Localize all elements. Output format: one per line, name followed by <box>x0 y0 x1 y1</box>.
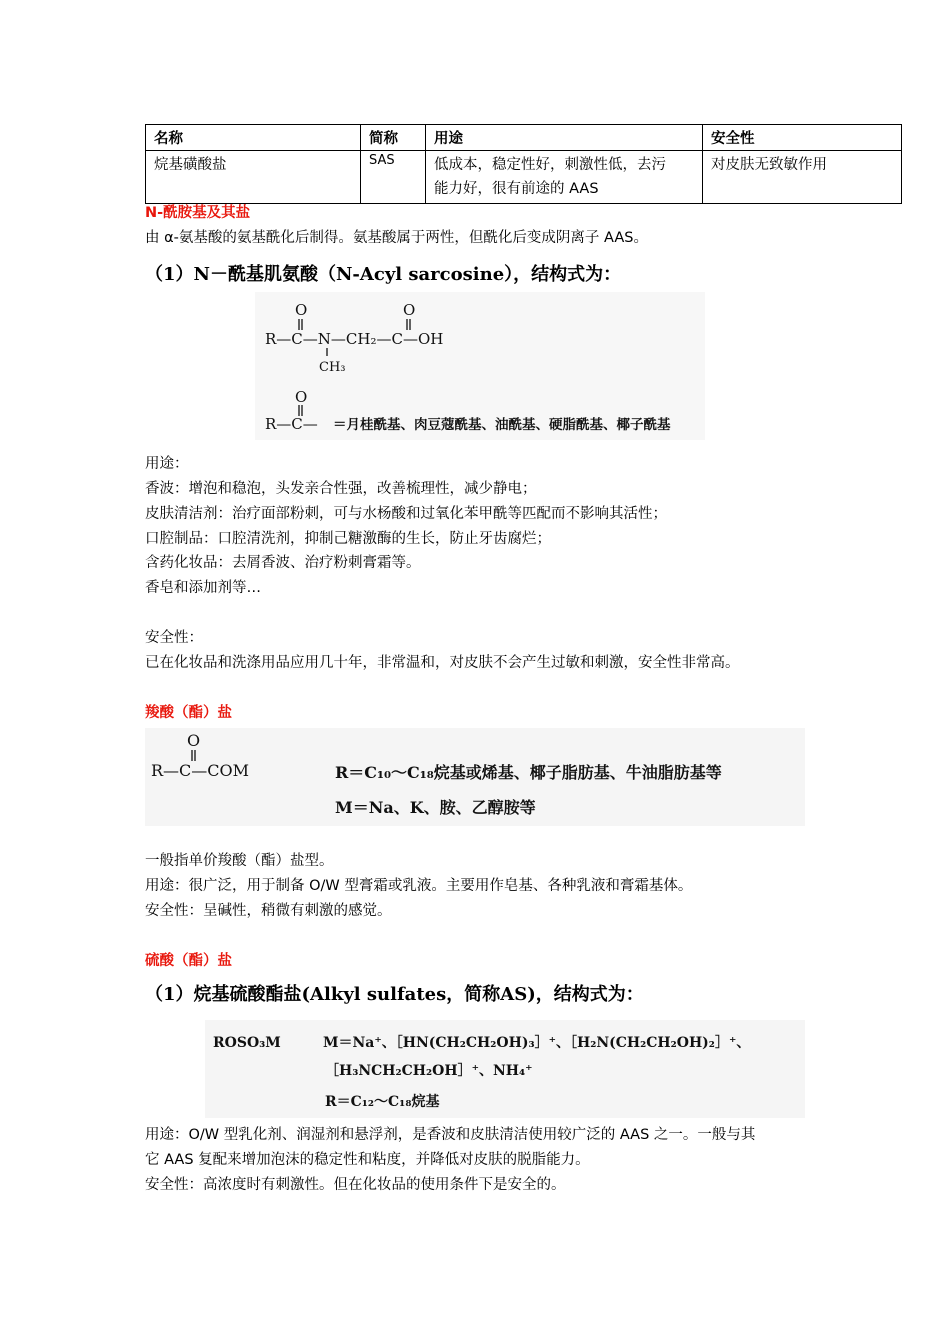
cell-abbr: SAS <box>361 151 426 204</box>
cell-safety: 对皮肤无致敏作用 <box>703 151 902 204</box>
use-item: 含药化妆品：去屑香波、治疗粉刺膏霜等。 <box>145 555 421 571</box>
carboxylate-line: 一般指单价羧酸（酯）盐型。 <box>145 853 334 869</box>
section3-title: 硫酸（酯）盐 <box>145 953 232 969</box>
sulfate-line: 安全性：高浓度时有刺激性。但在化妆品的使用条件下是安全的。 <box>145 1177 566 1193</box>
methyl-group: CH₃ <box>319 360 346 375</box>
use-item: 香波：增泡和稳泡，头发亲合性强，改善梳理性，减少静电； <box>145 481 537 497</box>
use-item: 皮肤清洁剂：治疗面部粉刺，可与水杨酸和过氧化苯甲酰等匹配而不影响其活性； <box>145 506 667 522</box>
acyl-o: O <box>295 388 308 406</box>
header-name: 名称 <box>146 125 361 151</box>
header-safety: 安全性 <box>703 125 902 151</box>
table-row <box>146 151 902 204</box>
section1-heading: （1）N－酰基肌氨酸（N-Acyl sarcosine），结构式为： <box>145 264 622 285</box>
section3-heading: （1）烷基硫酸酯盐(Alkyl sulfates，简称AS)，结构式为： <box>145 984 644 1005</box>
acyl-group-formula: R—C— <box>265 415 318 433</box>
surfactant-table <box>145 124 902 204</box>
carboxylate-line: 用途：很广泛，用于制备 O/W 型膏霜或乳液。主要用作皂基、各种乳液和膏霜基体。 <box>145 878 693 894</box>
alkyl-sulfate-formula: ROSO₃M <box>213 1035 281 1051</box>
table-header-row <box>146 125 902 151</box>
m-definition: M＝Na、K、胺、乙醇胺等 <box>335 798 536 817</box>
cell-name: 烷基磺酸盐 <box>146 151 361 204</box>
r-definition: R＝C₁₀～C₁₈烷基或烯基、椰子脂肪基、牛油脂肪基等 <box>335 763 722 782</box>
acyl-sarcosine-structure <box>255 292 705 440</box>
cell-use-line2: 能力好，很有前途的 AAS <box>434 181 599 197</box>
safety-label: 安全性： <box>145 630 203 646</box>
acyl-group-definition: ＝月桂酰基、肉豆蔻酰基、油酰基、硬脂酰基、椰子酰基 <box>333 417 671 433</box>
alkyl-sulfate-structure <box>205 1020 805 1118</box>
header-abbr: 简称 <box>361 125 426 151</box>
sulfate-line: 它 AAS 复配来增加泡沫的稳定性和粘度，并降低对皮肤的脱脂能力。 <box>145 1152 590 1168</box>
cation-list-1: M＝Na⁺、［HN(CH₂CH₂OH)₃］⁺、［H₂N(CH₂CH₂OH)₂］⁺、 <box>323 1035 751 1051</box>
cation-list-2: ［H₃NCH₂CH₂OH］⁺、NH₄⁺ <box>325 1063 533 1079</box>
uses-label: 用途： <box>145 456 189 472</box>
header-use: 用途 <box>426 125 703 151</box>
use-item: 香皂和添加剂等… <box>145 580 261 596</box>
alkyl-chain-range: R＝C₁₂～C₁₈烷基 <box>325 1094 440 1110</box>
section1-intro: 由 α-氨基酸的氨基酰化后制得。氨基酸属于两性，但酰化后变成阴离子 AAS。 <box>145 230 648 246</box>
safety-text: 已在化妆品和洗涤用品应用几十年，非常温和，对皮肤不会产生过敏和刺激，安全性非常高。 <box>145 655 740 671</box>
carboxylate-line: 安全性：呈碱性，稍微有刺激的感觉。 <box>145 903 392 919</box>
section1-title: N-酰胺基及其盐 <box>145 205 251 221</box>
sulfate-line: 用途：O/W 型乳化剂、润湿剂和悬浮剂，是香波和皮肤清洁使用较广泛的 AAS 之一。一般与其 <box>145 1127 756 1143</box>
use-item: 口腔制品：口腔清洗剂，抑制己糖激酶的生长，防止牙齿腐烂； <box>145 531 551 547</box>
carbonyl-o-left: O <box>295 301 308 319</box>
carbonyl-o: O <box>187 731 201 750</box>
section2-title: 羧酸（酯）盐 <box>145 705 232 721</box>
acyl-sarcosine-formula: R—C—N—CH₂—C—OH <box>265 330 444 348</box>
carboxylate-structure <box>145 728 805 826</box>
cell-use <box>426 151 703 204</box>
carboxylate-formula: R—C—COM <box>151 761 250 780</box>
cell-use-line1: 低成本，稳定性好，刺激性低，去污 <box>434 157 666 173</box>
carbonyl-o-right: O <box>403 301 416 319</box>
